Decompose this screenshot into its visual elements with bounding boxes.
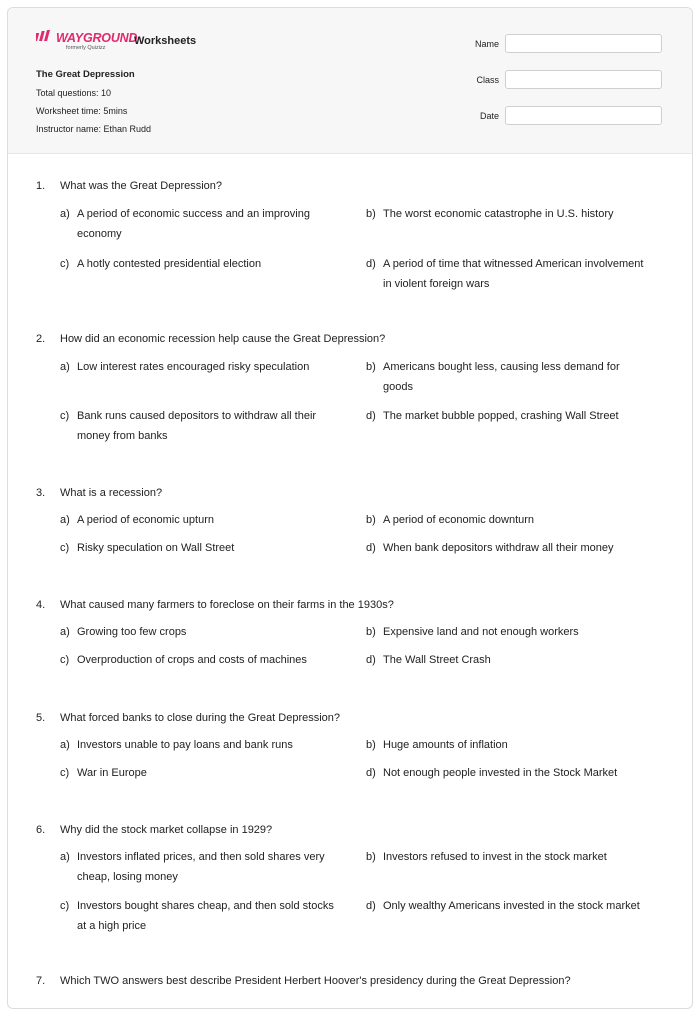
option-a: a) Growing too few crops — [60, 626, 187, 638]
brand-subtitle: formerly Quizizz — [66, 45, 106, 51]
date-label: Date — [479, 111, 499, 121]
option-a: a) A period of economic success and an improving economy — [60, 208, 310, 240]
worksheet-time: Worksheet time: 5mins — [36, 106, 128, 116]
option-c: c) Investors bought shares cheap, and then sold stocks at a high price — [60, 900, 334, 932]
question-text: What caused many farmers to foreclose on their farms in the 1930s? — [60, 599, 394, 611]
option-b: b) A period of economic downturn — [366, 514, 535, 526]
question-number: 2. — [36, 333, 46, 345]
question-number: 4. — [36, 599, 46, 611]
option-c: c) A hotly contested presidential election — [60, 258, 262, 270]
class-label: Class — [476, 75, 499, 85]
option-b: b) The worst economic catastrophe in U.S. history — [366, 208, 614, 220]
option-a: a) Low interest rates encouraged risky speculation — [60, 361, 310, 373]
question-number: 6. — [36, 824, 46, 836]
option-d: d) Only wealthy Americans invested in the stock market — [366, 900, 640, 912]
option-a: a) A period of economic upturn — [60, 514, 214, 526]
question-number: 7. — [36, 975, 46, 987]
option-d: d) Not enough people invested in the Stock Market — [366, 767, 618, 779]
question-text: Why did the stock market collapse in 1929? — [60, 824, 273, 836]
option-b: b) Americans bought less, causing less demand for goods — [366, 361, 620, 393]
option-c: c) Risky speculation on Wall Street — [60, 542, 235, 554]
worksheet-header — [8, 8, 692, 154]
brand-name: WAYGROUND — [56, 31, 138, 45]
wayground-logo-icon — [36, 30, 54, 45]
class-field[interactable] — [505, 70, 662, 89]
worksheet-meta — [36, 66, 151, 138]
product-name: Worksheets — [134, 35, 197, 47]
name-field[interactable] — [505, 34, 662, 53]
option-b: b) Expensive land and not enough workers — [366, 626, 579, 638]
total-questions: Total questions: 10 — [36, 88, 112, 98]
option-d: d) The market bubble popped, crashing Wall Street — [366, 410, 619, 422]
option-b: b) Investors refused to invest in the stock market — [366, 851, 607, 863]
question-text: What is a recession? — [60, 487, 163, 499]
worksheet-title: The Great Depression — [36, 69, 135, 80]
question-text: What was the Great Depression? — [60, 180, 223, 192]
question-text: How did an economic recession help cause the Great Depression? — [60, 333, 386, 345]
option-a: a) Investors inflated prices, and then sold shares very cheap, losing money — [60, 851, 325, 883]
option-a: a) Investors unable to pay loans and bank runs — [60, 739, 293, 751]
instructor-name: Instructor name: Ethan Rudd — [36, 124, 152, 134]
name-label: Name — [474, 39, 499, 49]
brand-logo — [36, 30, 138, 56]
question-text: What forced banks to close during the Great Depression? — [60, 712, 341, 724]
date-field[interactable] — [505, 106, 662, 125]
question-text: Which TWO answers best describe President Herbert Hoover's presidency during the Great Depression? — [60, 975, 571, 987]
question-number: 1. — [36, 180, 46, 192]
question-number: 3. — [36, 487, 46, 499]
option-b: b) Huge amounts of inflation — [366, 739, 508, 751]
option-c: c) Overproduction of crops and costs of machines — [60, 654, 307, 666]
option-d: d) When bank depositors withdraw all their money — [366, 542, 614, 554]
question-number: 5. — [36, 712, 46, 724]
worksheet-page — [7, 7, 693, 1009]
option-d: d) A period of time that witnessed American involvement in violent foreign wars — [366, 258, 644, 290]
option-c: c) Bank runs caused depositors to withdraw all their money from banks — [60, 410, 317, 442]
option-d: d) The Wall Street Crash — [366, 654, 491, 666]
option-c: c) War in Europe — [60, 767, 147, 779]
